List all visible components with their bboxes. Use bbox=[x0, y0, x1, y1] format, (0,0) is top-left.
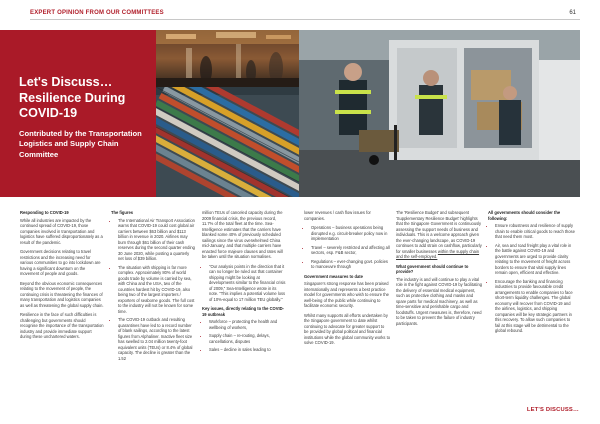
paragraph bbox=[396, 210, 482, 260]
bullet-item: • The situation with shipping is far more complex. Approximately 80% of world goods trade by volume is carried by sea, with China and the USA, two of the countries hardest hit by COVID-19, also being two of the largest importers / exporters of seaborne goods. The full cost to the industry will not be known for some time. bbox=[118, 265, 195, 315]
page-number: 61 bbox=[569, 10, 576, 16]
section-heading: The figures bbox=[111, 210, 134, 215]
bullet-item: • Sales – decline in sales leading to bbox=[209, 347, 286, 353]
section-heading: What government should continue to provide? bbox=[396, 263, 469, 274]
column-5 bbox=[396, 210, 482, 330]
bullet-item: • The COVID-19 cutback and resulting quarantines have led to a record number of blank sailings, according to the latest figures from Alphaliner. Inactive fleet size has swelled to 2.04 million twenty-foot equivalent units (TEUs) or 8.4% of global capacity. The decline is greater than the 1.52 bbox=[118, 317, 195, 361]
bullet-list bbox=[488, 223, 576, 334]
footer-label: LET'S DISCUSS… bbox=[526, 407, 579, 413]
bullet-item: • Regulations – ever-changing govt. policies to manoeuvre through bbox=[311, 259, 390, 270]
column-4 bbox=[304, 210, 390, 350]
section-heading: Responding to COVID-19 bbox=[20, 210, 69, 215]
airport-photo bbox=[156, 30, 299, 87]
paragraph: Beyond the obvious economic consequences relating to the movement of people, the continuing crisis is threatening the finances of many transportation and logistics companies as well as threatening the global supply chain. bbox=[20, 280, 104, 308]
bullet-list bbox=[111, 218, 195, 362]
bullet-item: • "Our analysis points in the direction that it can no longer be ruled out that container shipping might be looking at developments similar to the financial crisis of 2009," Sea-Intelligence wrote in its note. "This implies a potential volume loss of 10%-equal to 17 million TEU globally." bbox=[209, 264, 286, 303]
paragraph-text: The 'Resilience Budget' and subsequent 'Supplementary Resilience Budget' highlights that the Singapore Government is continuously assessing the support needs of business and individuals. This is a welcome approach given the ever-changing landscape, as COVID-19 continues to add strain on cashflow, particularly for smaller businesses bbox=[396, 210, 482, 254]
paragraph: Resilience in the face of such difficulties is challenging but governments should recognise the importance of the transportation industry and provide immediate support during these unchartered waters. bbox=[20, 312, 104, 339]
truck-loading-photo bbox=[299, 30, 580, 197]
article-title: Let's Discuss… Resilience During COVID-19 bbox=[19, 75, 126, 121]
paragraph: The industry is and will continue to play a vital role in the fight against COVID-19 by facilitating the delivery of essential medical equipment, such as protective clothing and masks and spare parts for medical machinery, as well as time-sensitive and perishable cargo and foodstuffs. Urgent measures is, therefore, need to be taken to prevent the failure of industry participants. bbox=[396, 276, 483, 326]
section-header: EXPERT OPINION FROM OUR COMMITTEES bbox=[30, 10, 164, 16]
bullet-item: • Supply chain – re-routing, delays, cancellations, disputes bbox=[209, 333, 286, 344]
bullet-item: • Operations – business operations being disrupted e.g. circuit-breaker policy now in implementation bbox=[311, 225, 390, 242]
bullet-list bbox=[304, 225, 390, 270]
bullet-list bbox=[202, 319, 286, 353]
paragraph: lower revenues / cash flow issues for companies. bbox=[304, 210, 371, 221]
column-3 bbox=[202, 210, 286, 357]
bullet-item: • Travel – severely restricted and affecting all sectors, esp. F&B sector, bbox=[311, 245, 390, 256]
container-port-photo bbox=[156, 87, 299, 197]
paragraph: Government decisions relating to travel restrictions and the increasing need for various communities to go into lockdown are having a significant downturn on the movement of people and goods. bbox=[20, 249, 101, 276]
bullet-item: • Workforce – protecting the health and wellbeing of workers, bbox=[209, 319, 286, 330]
section-heading: Government measures to date bbox=[304, 273, 363, 279]
column-1 bbox=[20, 210, 104, 344]
underlined-phrase: within the supply chain and the self-employed. bbox=[396, 248, 480, 259]
header-divider bbox=[30, 19, 580, 20]
paragraph: Singapore's strong response has been praised internationally and represents a best practice model for governments who wish to ensure the well-being of the public while continuing to facilitate economic security. bbox=[304, 281, 389, 308]
bullet-list bbox=[202, 264, 286, 303]
bullet-item: • Encourage the banking and financing industries to provide favourable credit arrangements to enable companies to face short-term liquidity challenges. The global economy will recover from COVID-19 and the airlines, logistics, and shipping companies will be key strategic partners in this recovery. To allow such companies to fail at this stage will be detrimental to the global rebound. bbox=[495, 279, 576, 334]
column-6 bbox=[488, 210, 576, 338]
section-heading: Key issues, directly relating to the COVID-19 outbreak bbox=[202, 306, 284, 317]
paragraph: million TEUs of canceled capacity during the 2009 financial crisis, the previous record, 11.7% of the total fleet at the time. Sea-Intelligence estimates that the carriers have blanked some 40% of previously scheduled sailings since the virus overwhelmed China mid-January, and that multiple carriers have enacted force majeure clauses and rates will be taken until the situation normalises. bbox=[202, 210, 283, 259]
bullet-item: • Ensure robustness and resilience of supply chain to enable critical goods to reach those that need them most. bbox=[495, 223, 576, 240]
paragraph: Whilst many supports all efforts undertaken by the Singapore government to date whilst continuing to advocate for greater support to be provided by global political and financial institutions while the global community works to solve COVID-19. bbox=[304, 312, 391, 345]
paragraph: While all industries are impacted by the continued spread of COVID-19, those companies involved in transportation and logistics have suffered disproportionately as a result of the pandemic. bbox=[20, 217, 103, 245]
bullet-item: • The International Air Transport Association warns that COVID-19 could cost global air carriers between $63 billion and $113 billion in revenue in 2020. Airlines may burn through $61 billion of their cash reserves during the second quarter ending 30 June 2020, while posting a quarterly net loss of $39 billion. bbox=[118, 218, 195, 262]
section-heading: All governments should consider the following: bbox=[488, 210, 561, 221]
bullet-item: • Air, sea and road freight play a vital role in the battle against COVID-19 and governments are urged to provide clarity relating to the movement of freight across borders to ensure that vital supply lines remain open, efficient and effective. bbox=[495, 243, 576, 276]
title-panel bbox=[0, 30, 156, 197]
article-byline: Contributed by the Transportation Logistics and Supply Chain Committee bbox=[19, 129, 142, 159]
column-2 bbox=[111, 210, 195, 365]
